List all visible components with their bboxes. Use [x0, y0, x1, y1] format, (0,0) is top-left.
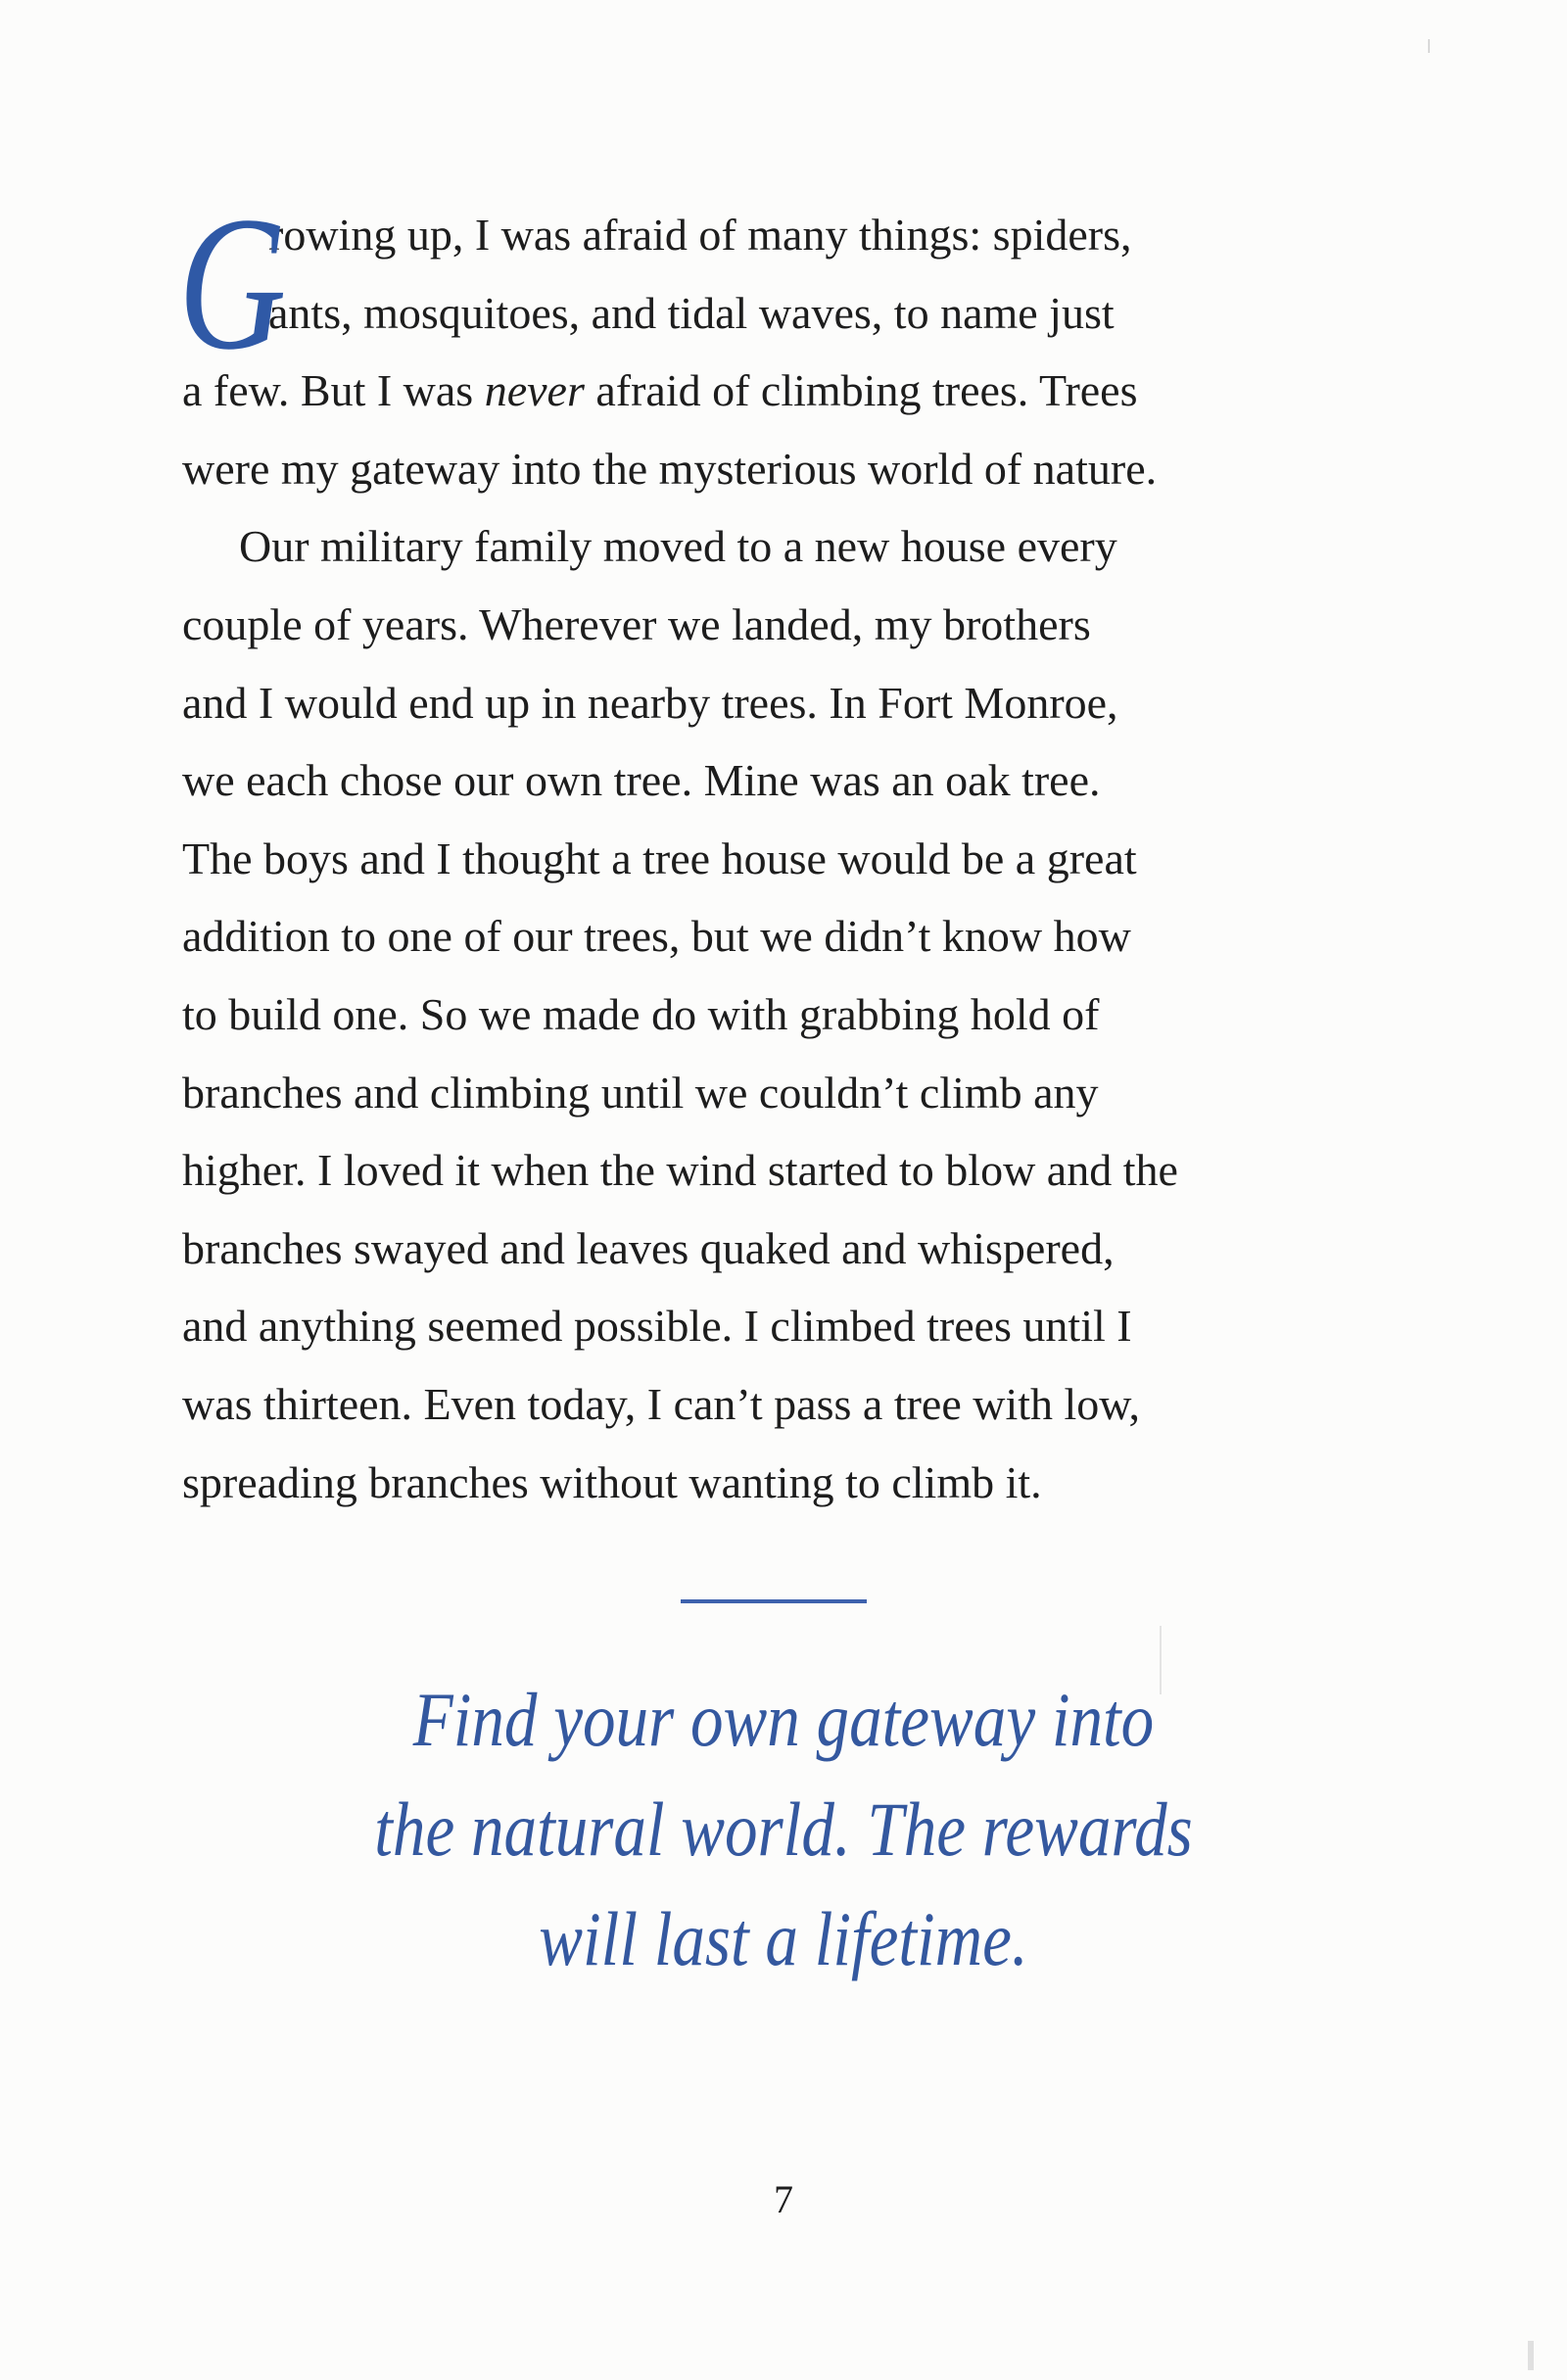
text-line: branches swayed and leaves quaked and whispered,	[182, 1222, 1115, 1273]
text-line: ants, mosquitoes, and tidal waves, to name just	[268, 287, 1115, 338]
text-line: spreading branches without wanting to climb it.	[182, 1456, 1042, 1507]
text-line: addition to one of our trees, but we didn’t know how	[182, 911, 1131, 962]
paper-speck	[1428, 39, 1430, 53]
text-segment: afraid of climbing trees. Trees	[584, 365, 1138, 416]
section-divider	[681, 1599, 867, 1603]
text-line: and I would end up in nearby trees. In Fort Monroe,	[182, 677, 1118, 728]
emphasis-text: never	[484, 365, 585, 416]
pull-quote-line: the natural world. The rewards	[374, 1786, 1193, 1872]
text-line: branches and climbing until we couldn’t climb any	[182, 1067, 1099, 1118]
paper-speck	[1160, 1626, 1162, 1694]
text-line: Our military family moved to a new house every	[239, 521, 1117, 572]
text-line: and anything seemed possible. I climbed trees until I	[182, 1301, 1132, 1352]
text-line: rowing up, I was afraid of many things: spiders,	[268, 210, 1132, 260]
paper-speck	[1528, 2341, 1534, 2370]
text-line: we each chose our own tree. Mine was an oak tree.	[182, 755, 1101, 806]
text-line: The boys and I thought a tree house would be a great	[182, 833, 1137, 883]
text-line: to build one. So we made do with grabbing hold of	[182, 988, 1100, 1039]
text-line: were my gateway into the mysterious world of nature.	[182, 443, 1158, 494]
text-line	[182, 352, 1387, 430]
pull-quote-line: will last a lifetime.	[539, 1896, 1028, 1981]
pull-quote-line: Find your own gateway into	[412, 1677, 1155, 1762]
text-line: higher. I loved it when the wind started to blow and the	[182, 1145, 1178, 1196]
pull-quote	[196, 1665, 1371, 1994]
drop-cap: G	[178, 177, 287, 390]
text-line: was thirteen. Even today, I can’t pass a tree with low,	[182, 1378, 1141, 1429]
body-text	[178, 177, 1387, 1521]
text-line: couple of years. Wherever we landed, my brothers	[182, 598, 1091, 649]
text-segment: a few. But I was	[182, 365, 485, 416]
page-number: 7	[774, 2177, 793, 2221]
